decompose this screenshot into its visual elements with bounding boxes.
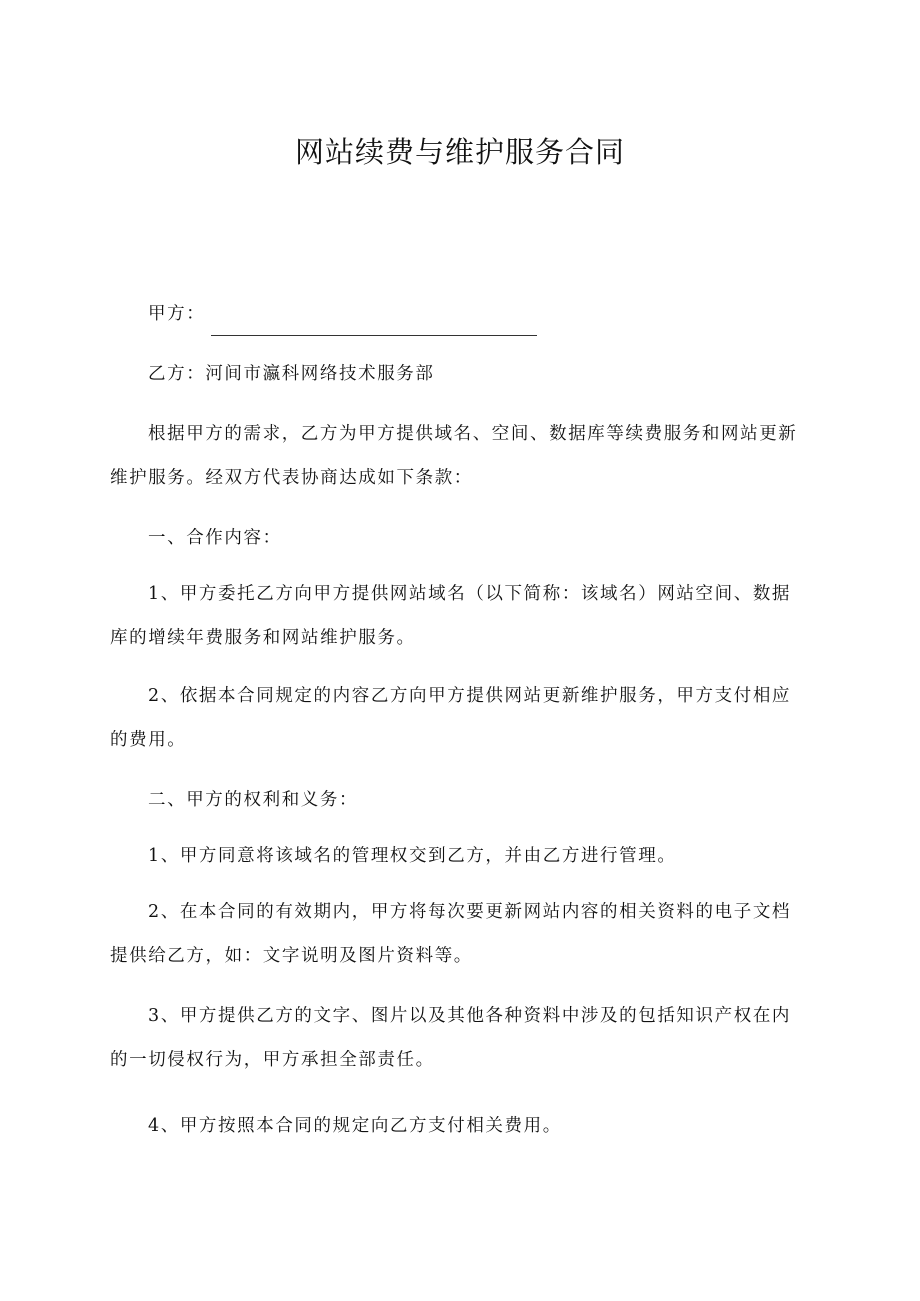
section2-item: 3、甲方提供乙方的文字、图片以及其他各种资料中涉及的包括知识产权在内的一切侵权行为，甲方承担全部责任。 xyxy=(110,1006,792,1070)
party-b-name: 河间市瀛科网络技术服务部 xyxy=(205,364,435,384)
party-a-line xyxy=(110,292,848,336)
section1-item: 1、甲方委托乙方向甲方提供网站域名（以下简称：该域名）网站空间、数据库的增续年费服务和网站维护服务。 xyxy=(110,584,792,648)
party-a-label: 甲方： xyxy=(148,304,206,324)
section1-item: 2、依据本合同规定的内容乙方向甲方提供网站更新维护服务，甲方支付相应的费用。 xyxy=(110,686,792,750)
section2-item: 1、甲方同意将该域名的管理权交到乙方，并由乙方进行管理。 xyxy=(148,846,677,866)
section2-heading: 二、甲方的权利和义务： xyxy=(148,790,359,810)
party-a-blank-field xyxy=(211,313,537,336)
document-title: 网站续费与维护服务合同 xyxy=(294,135,625,169)
party-b-label: 乙方： xyxy=(148,364,206,384)
section2-item: 2、在本合同的有效期内，甲方将每次要更新网站内容的相关资料的电子文档提供给乙方，如：文字说明及图片资料等。 xyxy=(110,902,792,966)
intro-paragraph: 根据甲方的需求，乙方为甲方提供域名、空间、数据库等续费服务和网站更新维护服务。经双方代表协商达成如下条款： xyxy=(110,424,798,488)
section2-item: 4、甲方按照本合同的规定向乙方支付相关费用。 xyxy=(148,1116,562,1136)
party-b-line xyxy=(110,352,848,396)
section1-heading: 一、合作内容： xyxy=(148,528,282,548)
